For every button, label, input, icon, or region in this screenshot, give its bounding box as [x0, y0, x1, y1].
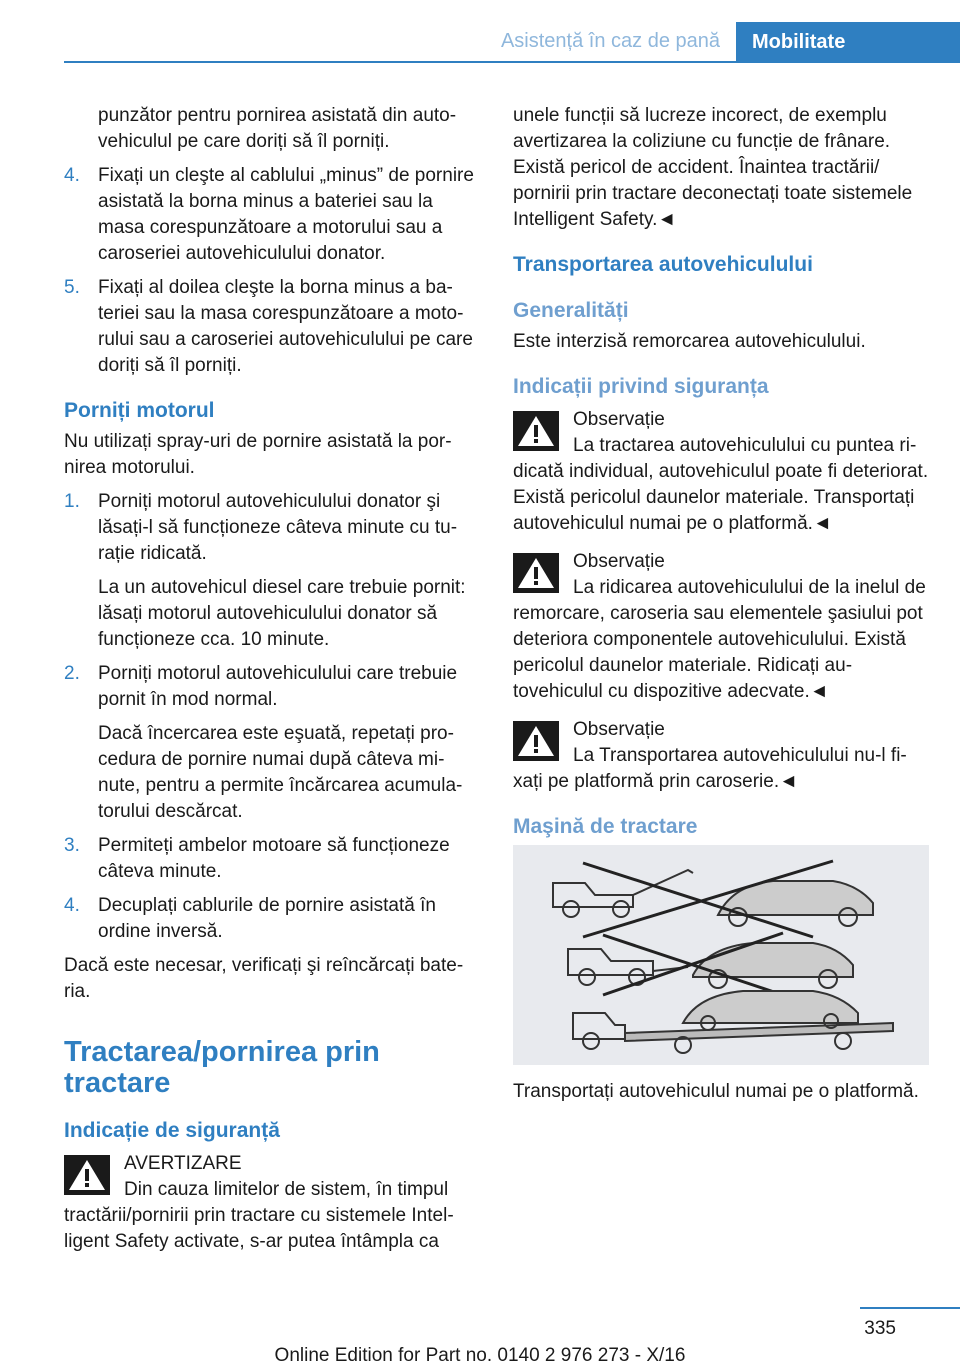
- note-title: Observație: [573, 409, 665, 430]
- step-text: Porniți motorul autovehiculului care trebuie pornit în mod normal.: [98, 663, 458, 710]
- heading-transport: Transportarea autovehiculului: [513, 253, 813, 276]
- tow-truck-illustration: [513, 845, 929, 1065]
- step-text: Permiteți ambelor motoare să funcționeze câteva minute.: [98, 835, 450, 882]
- paragraph: Nu utilizați spray-uri de pornire asistată la pornirea motorului.: [64, 431, 452, 478]
- note-text: La ridicarea autovehiculului de la inelul de remorcare, caroseria sau elementele şasiului pot deteriora componentele autovehiculului. Există pericolul daunelor materiale. Ridicați autovehiculul cu dispozitive adecvate.◄: [513, 577, 926, 702]
- step-number: 4.: [64, 165, 80, 186]
- note-block: [513, 407, 929, 537]
- left-column: [64, 103, 480, 1267]
- note-block: [513, 549, 929, 705]
- step-number: 3.: [64, 835, 80, 856]
- figure-caption: Transportați autovehiculul numai pe o platformă.: [513, 1081, 919, 1102]
- header-section-title: Asistență în caz de pană: [500, 30, 720, 52]
- heading-tow-truck: Maşină de tractare: [513, 815, 698, 838]
- right-column: [513, 103, 929, 1113]
- list-item: [64, 489, 480, 653]
- warning-triangle-icon: [513, 553, 559, 593]
- step-text: Porniți motorul autovehiculului donator şi lăsați-l să funcționeze câteva minute cu turație ridicată.: [98, 491, 458, 564]
- note-text: La Transportarea autovehiculului nu-l fixați pe platformă prin caroserie.◄: [513, 745, 907, 792]
- list-item: [64, 661, 480, 825]
- warning-triangle-icon: [513, 721, 559, 761]
- warning-triangle-icon: [513, 411, 559, 451]
- continued-text: punzător pentru pornirea asistată din autovehiculul pe care doriți să îl porniți.: [98, 105, 457, 152]
- heading-start-engine: Porniți motorul: [64, 399, 215, 422]
- step-number: 4.: [64, 895, 80, 916]
- tow-truck-drawing: [513, 845, 929, 1065]
- warning-triangle-icon: [64, 1155, 110, 1195]
- note-block: [513, 717, 929, 795]
- continued-text: unele funcții să lucreze incorect, de exemplu avertizarea la coliziune cu funcție de frânare. Există pericol de accident. Înaintea tractării/ pornirii prin tractare deconectați toate sistemele Intelligent Safety.◄: [513, 105, 913, 230]
- note-text: La tractarea autovehiculului cu puntea ridicată individual, autovehiculul poate fi deteriorat. Există pericolul daunelor materiale. Transportați autovehiculul numai pe o platformă.◄: [513, 435, 929, 534]
- step-number: 5.: [64, 277, 80, 298]
- header-chapter-tab: Mobilitate: [736, 22, 960, 63]
- heading-general: Generalități: [513, 299, 629, 322]
- step-number: 1.: [64, 491, 80, 512]
- heading-safety-notes: Indicații privind siguranța: [513, 375, 769, 398]
- heading-safety-note: Indicație de siguranță: [64, 1119, 280, 1142]
- list-item: [64, 833, 480, 885]
- step-extra: Dacă încercarea este eşuată, repetați procedura de pornire numai după câteva minute, pentru a permite încărcarea acumulatorului descărcat.: [98, 723, 463, 822]
- note-title: Observație: [573, 551, 665, 572]
- footer-rule: [860, 1307, 960, 1309]
- list-item: [64, 275, 480, 379]
- step-number: 2.: [64, 663, 80, 684]
- list-item: [64, 163, 480, 267]
- warning-text: Din cauza limitelor de sistem, în timpul tractării/pornirii prin tractare cu sistemele Intelligent Safety activate, s-ar putea întâmpla ca: [64, 1179, 454, 1252]
- list-item: [64, 893, 480, 945]
- warning-block: [64, 1151, 480, 1255]
- paragraph: Dacă este necesar, verificați şi reîncărcați bateria.: [64, 955, 464, 1002]
- heading-towing: Tractarea/pornirea prin tractare: [64, 1036, 380, 1099]
- warning-title: AVERTIZARE: [124, 1153, 242, 1174]
- step-extra: La un autovehicul diesel care trebuie pornit: lăsați motorul autovehiculului donator să funcționeze cca. 10 minute.: [98, 577, 466, 650]
- footer-edition: Online Edition for Part no. 0140 2 976 273 - X/16: [274, 1345, 686, 1366]
- note-title: Observație: [573, 719, 665, 740]
- step-text: Fixați un cleşte al cablului „minus” de pornire asistată la borna minus a bateriei sau la masa corespunzătoare a motorului sau a caroseriei autovehiculului donator.: [98, 165, 474, 264]
- step-text: Fixați al doilea cleşte la borna minus a bateriei sau la masa corespunzătoare a motorului sau a caroseriei autovehiculului pe care doriți să îl porniți.: [98, 277, 473, 376]
- paragraph: Este interzisă remorcarea autovehiculului.: [513, 331, 866, 352]
- page-number: 335: [864, 1318, 896, 1339]
- step-text: Decuplați cablurile de pornire asistată în ordine inversă.: [98, 895, 436, 942]
